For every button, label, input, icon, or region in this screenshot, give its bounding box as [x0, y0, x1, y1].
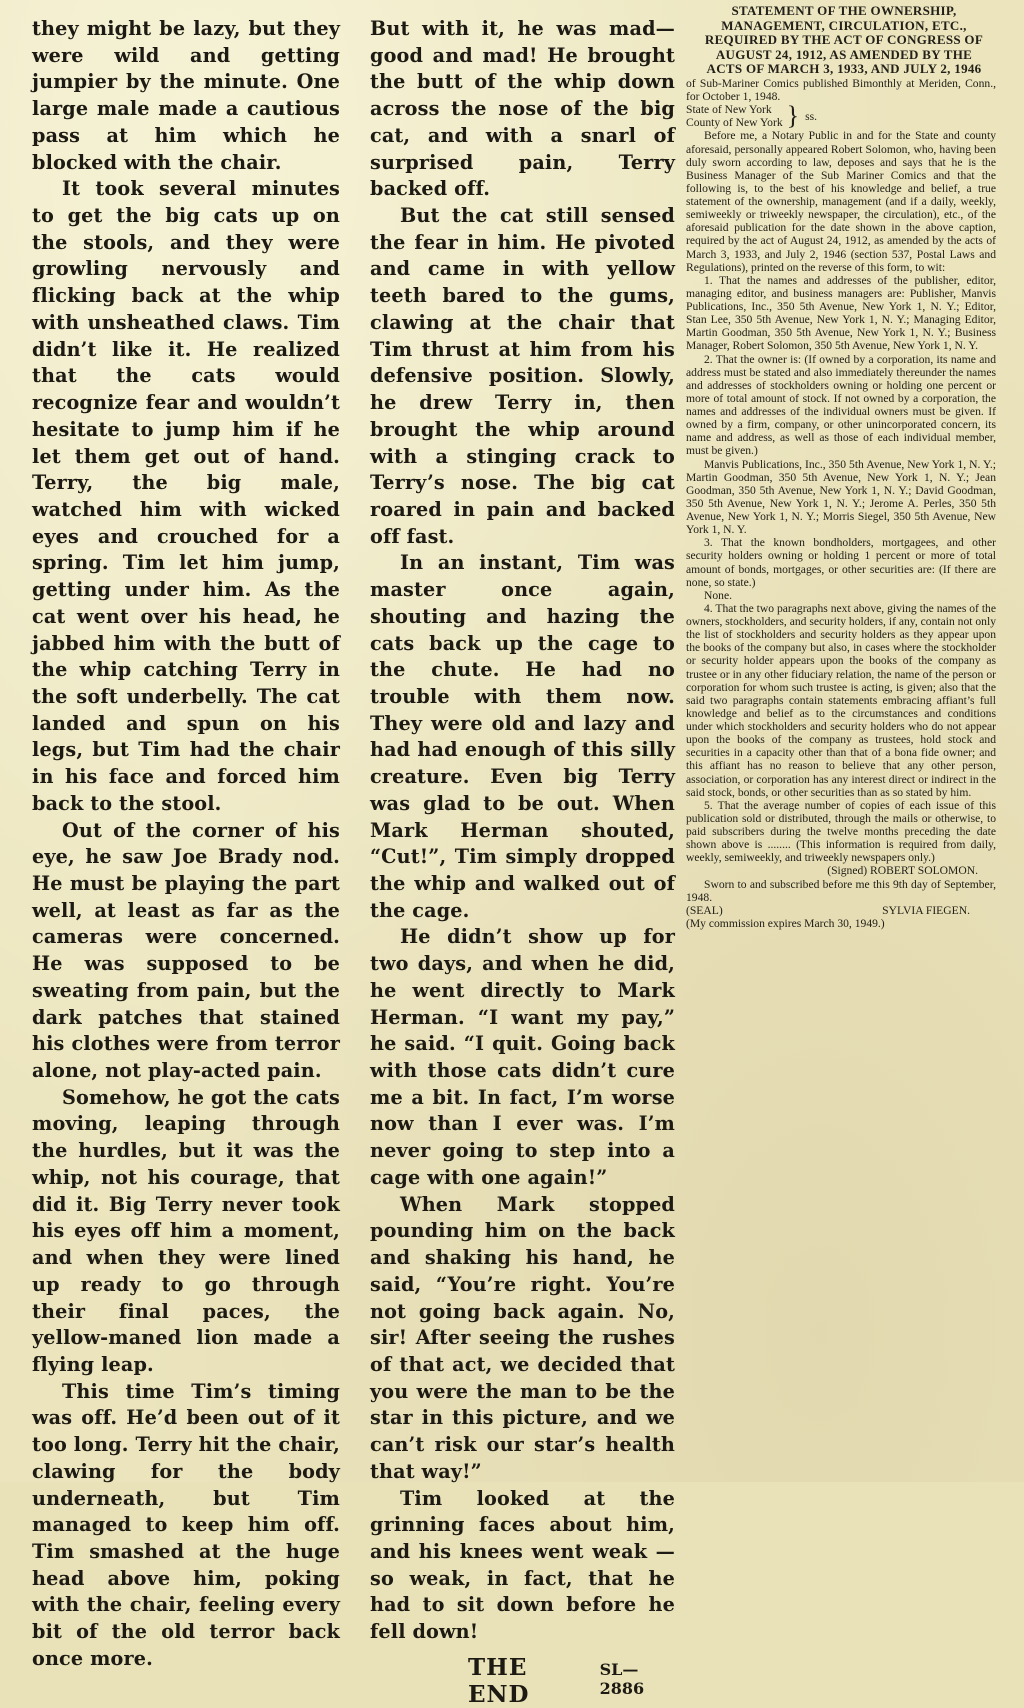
- commission-expiry: (My commission expires March 30, 1949.): [686, 916, 885, 930]
- statement-seal-row: [686, 904, 996, 917]
- statement-paragraph: 1. That the names and addresses of the publisher, editor, managing editor, and business managers are: Publisher, Manvis Publications, Inc., 350 5th Avenue, New York 1, N. Y.; Editor, Stan Lee, 350 5th Avenue, New York 1, N. Y.; Managing Editor, Martin Goodman, 350 5th Avenue, New York 1, N. Y.; Business Manager, Robert Solomon, 350 5th Avenue, New York 1, N. Y.: [686, 273, 996, 353]
- statement-paragraph: 5. That the average number of copies of each issue of this publication sold or distributed, through the mails or otherwise, to paid subscribers during the twelve months preceding the date shown above is ........ (This information is required from daily, weekly, semiweekly, and triweekly newspapers only.): [686, 798, 996, 865]
- statement-venue: [686, 103, 996, 129]
- story-paragraph: When Mark stopped pounding him on the back and shaking his hand, he said, “You’re right. You’re not going back again. No, sir! After seeing the rushes of that act, we decided that you were the man to be the star in this picture, and we can’t risk our star’s health that way!”: [370, 1192, 675, 1483]
- statement-paragraph: 2. That the owner is: (If owned by a corporation, its name and address must be stated and also immediately thereunder the names and addresses of stockholders owning or holding one percent or more of total amount of stock. If not owned by a corporation, the names and addresses of the individual owners must be given. If owned by a firm, company, or other unincorporated concern, its name and address, as well as those of each individual member, must be given.): [686, 352, 996, 458]
- venue-state: State of New York: [686, 103, 772, 117]
- the-end-label: THE END: [468, 1653, 530, 1708]
- statement-signature: (Signed) ROBERT SOLOMON.: [827, 864, 978, 878]
- venue-brace: }: [786, 101, 800, 131]
- story-column-left: [32, 16, 340, 1673]
- venue-county: County of New York: [686, 116, 783, 130]
- story-paragraph: He didn’t show up for two days, and when he did, he went directly to Mark Herman. “I want my pay,” he said. “I quit. Going back with those cats didn’t cure me a bit. In fact, I’m worse now than I ever was. I’m never going to step into a cage with one again!”: [370, 925, 675, 1189]
- seal-label: (SEAL): [686, 903, 723, 917]
- story-ending: [370, 1654, 675, 1708]
- notary-name: SYLVIA FIEGEN.: [882, 903, 970, 917]
- statement-paragraph: 3. That the known bondholders, mortgagees, and other security holders owning or holding 1 percent or more of total amount of bonds, mortgages, or other securities are: (If there are none, so state.): [686, 536, 996, 589]
- story-paragraph: Tim looked at the grinning faces about him, and his knees went weak — so weak, in fact, that he had to sit down before he fell down!: [370, 1486, 675, 1644]
- statement-paragraph: Manvis Publications, Inc., 350 5th Avenue, New York 1, N. Y.; Martin Goodman, 350 5th Avenue, New York 1, N. Y.; Jean Goodman, 350 5th Avenue, New York 1, N. Y.; David Goodman, 350 5th Avenue, New York 1, N. Y.; Jerome A. Perles, 350 5th Avenue, New York 1, N. Y.; Morris Siegel, 350 5th Avenue, New York 1, N. Y.: [686, 457, 996, 537]
- ownership-statement: [686, 4, 996, 930]
- story-code: SL—2886: [599, 1659, 645, 1698]
- story-paragraph: But with it, he was mad—good and mad! He brought the butt of the whip down across the nose of the big cat, and with a snarl of surprised pain, Terry backed off.: [370, 17, 675, 201]
- story-paragraph: This time Tim’s timing was off. He’d been out of it too long. Terry hit the chair, clawing for the body underneath, but Tim managed to keep him off. Tim smashed at the huge head above him, poking with the chair, feeling every bit of the old terror back once more.: [32, 1379, 341, 1670]
- statement-none: None.: [704, 588, 733, 602]
- story-paragraph: In an instant, Tim was master once again, shouting and hazing the cats back up the cage to the chute. He had no trouble with them now. They were old and lazy and had had enough of this silly creature. Even big Terry was glad to be out. When Mark Herman shouted, “Cut!”, Tim simply dropped the whip and walked out of the cage.: [370, 551, 675, 922]
- statement-intro: of Sub-Mariner Comics published Bimonthly at Meriden, Conn., for October 1, 1948.: [686, 76, 996, 104]
- statement-heading: STATEMENT OF THE OWNERSHIP, MANAGEMENT, CIRCULATION, ETC., REQUIRED BY THE ACT OF CONGRESS OF AUGUST 24, 1912, AS AMENDED BY THE ACTS OF MARCH 3, 1933, AND JULY 2, 1946: [704, 3, 984, 77]
- story-paragraph: But the cat still sensed the fear in him. He pivoted and came in with yellow teeth bared to the gums, clawing at the chair that Tim thrust at him from his defensive position. Slowly, he drew Terry in, then brought the whip around with a stinging crack to Terry’s nose. The big cat roared in pain and backed off fast.: [370, 204, 675, 548]
- story-paragraph: they might be lazy, but they were wild and getting jumpier by the minute. One large male made a cautious pass at him which he blocked with the chair.: [32, 17, 340, 174]
- story-column-middle: [370, 16, 675, 1708]
- statement-paragraph: Before me, a Notary Public in and for the State and county aforesaid, personally appeared Robert Solomon, who, having been duly sworn according to law, deposes and says that he is the Business Manager of the Sub Mariner Comics and that the following is, to the best of his knowledge and belief, a true statement of the ownership, management (and if a daily, weekly, semiweekly or triweekly newspaper, the circulation), etc., of the aforesaid publication for the date shown in the above caption, required by the act of August 24, 1912, as amended by the acts of March 3, 1933, and July 2, 1946 (section 537, Postal Laws and Regulations), printed on the reverse of this form, to wit:: [686, 129, 996, 274]
- story-paragraph: Somehow, he got the cats moving, leaping through the hurdles, but it was the whip, not his courage, that did it. Big Terry never took his eyes off him a moment, and when they were lined up ready to go through their final paces, the yellow-maned lion made a flying leap.: [32, 1085, 340, 1376]
- story-paragraph: Out of the corner of his eye, he saw Joe Brady nod. He must be playing the part well, at least as far as the cameras were concerned. He was supposed to be sweating from pain, but the dark patches that stained his clothes were from terror alone, not play-acted pain.: [32, 818, 340, 1083]
- story-paragraph: It took several minutes to get the big cats up on the stools, and they were growling nervously and flicking back at the whip with unsheathed claws. Tim didn’t like it. He realized that the cats would recognize fear and wouldn’t hesitate to jump him if he let them get out of hand. Terry, the big male, watched him with wicked eyes and crouched for a spring. Tim let him jump, getting under him. As the cat went over his head, he jabbed him with the butt of the whip catching Terry in the soft underbelly. The cat landed and spun on his legs, but Tim had the chair in his face and forced him back to the stool.: [32, 177, 340, 815]
- statement-paragraph: 4. That the two paragraphs next above, giving the names of the owners, stockholders, and security holders, if any, contain not only the list of stockholders and security holders as they appear upon the books of the company but also, in cases where the stockholder or security holder appears upon the books of the company as trustee or in any other fiduciary relation, the name of the person or corporation for whom such trustee is acting, is given; also that the said two paragraphs contain statements embracing affiant’s full knowledge and belief as to the circumstances and conditions under which stockholders and security holders who do not appear upon the books of the company as trustees, hold stock and securities in a capacity other than that of a bona fide owner; and this affiant has no reason to believe that any other person, association, or corporation has any interest direct or indirect in the said stock, bonds, or other securities than as so stated by him.: [686, 601, 996, 799]
- statement-sworn: Sworn to and subscribed before me this 9th day of September, 1948.: [686, 877, 996, 904]
- venue-ss: ss.: [805, 109, 818, 123]
